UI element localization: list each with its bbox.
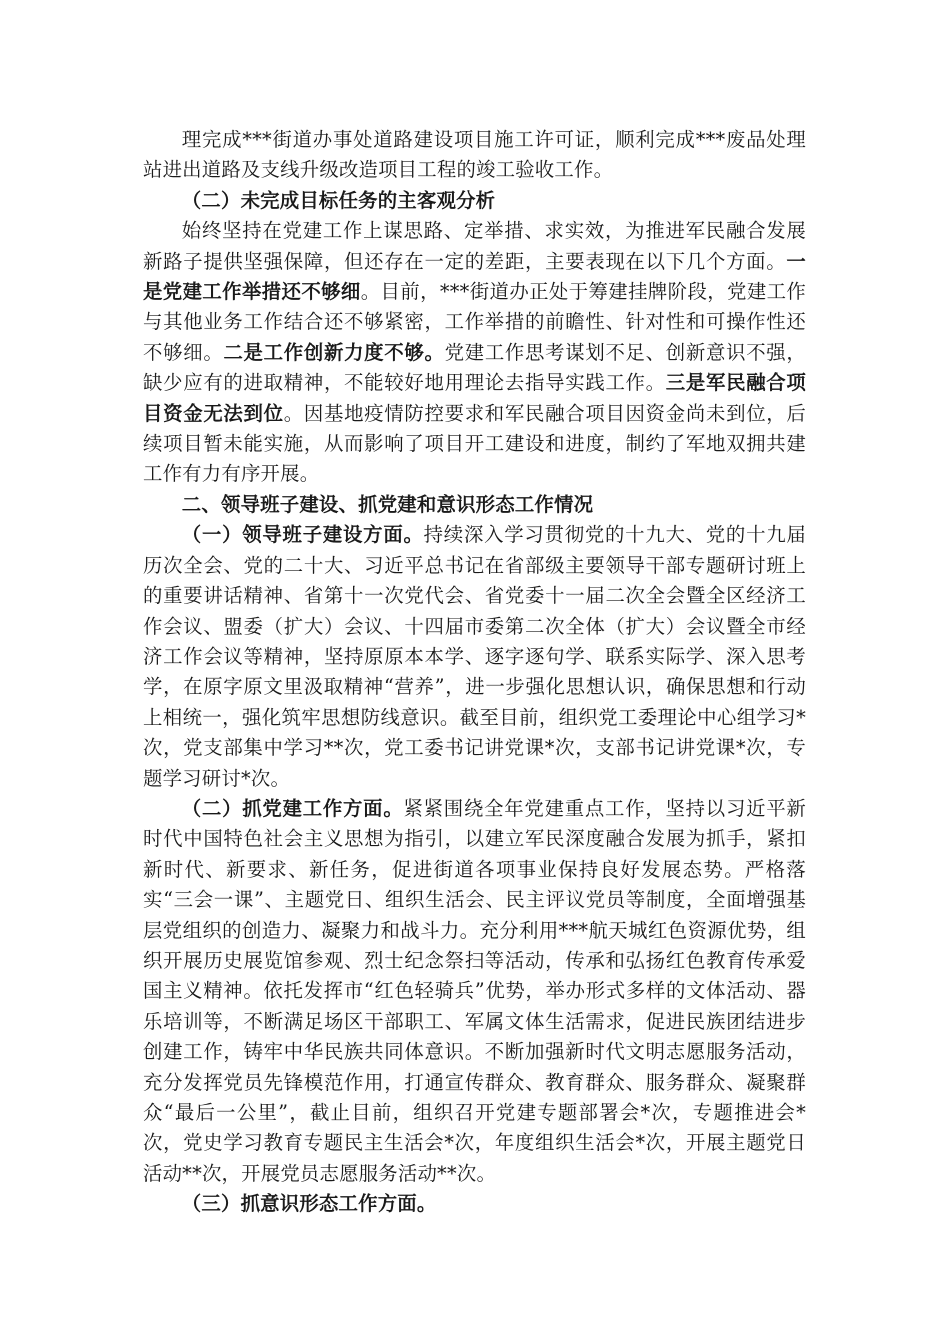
paragraph-text: 。因基地疫情防控要求和军民融合项目因资金尚未到位，后续项目暂未能实施，从而影响了项目开工建设和进度，制约了军地双拥共建工作有力有序开展。 <box>143 401 806 486</box>
subheading-text: （二）未完成目标任务的主客观分析 <box>181 188 496 212</box>
paragraph-text: 始终坚持在党建工作上谋思路、定举措、求实效，为推进军民融合发展新路子提供坚强保障，但还存在一定的差距，主要表现在以下几个方面。 <box>143 219 806 273</box>
bold-subheading-ideology: （三）抓意识形态工作方面。 <box>181 1192 437 1216</box>
bold-point-two: 二是工作创新力度不够。 <box>223 340 445 364</box>
section-heading-two <box>143 490 806 520</box>
section-heading-text: 二、领导班子建设、抓党建和意识形态工作情况 <box>181 492 594 516</box>
subheading-unfinished-analysis <box>143 186 806 216</box>
bold-subheading-leadership: （一）领导班子建设方面。 <box>181 523 424 547</box>
paragraph-ideology <box>143 1189 806 1219</box>
paragraph-text: 理完成***街道办事处道路建设项目施工许可证，顺利完成***废品处理站进出道路及支线升级改造项目工程的竣工验收工作。 <box>143 128 806 182</box>
paragraph-text: 紧紧围绕全年党建重点工作，坚持以习近平新时代中国特色社会主义思想为指引，以建立军民深度融合发展为抓手，紧扣新时代、新要求、新任务，促进街道各项事业保持良好发展态势。严格落实“三会一课”、主题党日、组织生活会、民主评议党员等制度，全面增强基层党组织的创造力、凝聚力和战斗力。充分利用***航天城红色资源优势，组织开展历史展览馆参观、烈士纪念祭扫等活动，传承和弘扬红色教育传承爱国主义精神。依托发挥市“红色轻骑兵”优势，举办形式多样的文体活动、器乐培训等，不断满足场区干部职工、军属文体生活需求，促进民族团结进步创建工作，铸牢中华民族共同体意识。不断加强新时代文明志愿服务活动，充分发挥党员先锋模范作用，打通宣传群众、教育群众、服务群众、凝聚群众“最后一公里”，截止目前，组织召开党建专题部署会*次，专题推进会*次，党史学习教育专题民主生活会*次，年度组织生活会*次，开展主题党日活动**次，开展党员志愿服务活动**次。 <box>143 796 807 1185</box>
paragraph-continuation <box>143 125 806 186</box>
paragraph-text: 党建工作思考谋划不足、创新意识不强，缺少应有的进取精神，不能较好地用理论去指导实践工作。 <box>143 340 806 395</box>
bold-subheading-party-building: （二）抓党建工作方面。 <box>181 796 404 820</box>
document-body <box>143 125 806 1220</box>
bold-point-three: 三是军民融合项目资金无法到位 <box>143 371 806 425</box>
bold-point-one: 一是党建工作举措还不够细 <box>143 249 806 304</box>
paragraph-text: 持续深入学习贯彻党的十九大、党的十九届历次全会、党的二十大、习近平总书记在省部级主要领导干部专题研讨班上的重要讲话精神、省第十一次党代会、省党委十一届二次全会暨全区经济工作会议、盟委（扩大）会议、十四届市委第二次全体（扩大）会议暨全市经济工作会议等精神，坚持原原本本学、逐字逐句学、联系实际学、深入思考学，在原字原文里汲取精神“营养”，进一步强化思想认识，确保思想和行动上相统一，强化筑牢思想防线意识。截至目前，组织党工委理论中心组学习*次，党支部集中学习**次，党工委书记讲党课*次，支部书记讲党课*次，专题学习研讨*次。 <box>143 523 806 790</box>
paragraph-analysis <box>143 216 806 490</box>
paragraph-party-building <box>143 794 806 1189</box>
paragraph-leadership <box>143 520 806 794</box>
paragraph-text: 。目前，***街道办正处于筹建挂牌阶段，党建工作与其他业务工作结合还不够紧密，工作举措的前瞻性、针对性和可操作性还不够细。 <box>143 280 806 364</box>
